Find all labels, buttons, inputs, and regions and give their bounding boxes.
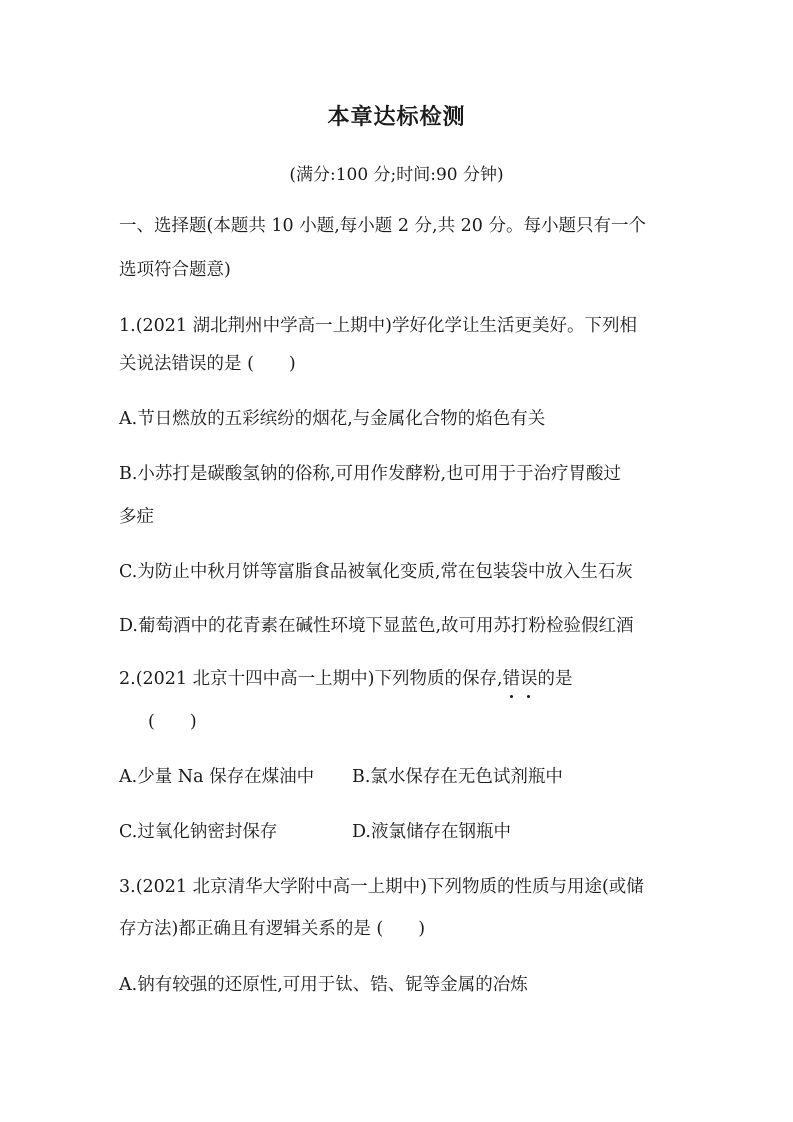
q3-option-a: A.钠有较强的还原性,可用于钛、锆、铌等金属的冶炼 [119, 975, 528, 995]
q1-stem-text: 关说法错误的是 [119, 354, 242, 374]
section-heading-line-2: 选项符合题意) [119, 260, 231, 280]
q3-stem-line-2 [119, 917, 425, 941]
q2-emphasis-char-2: 误 [520, 669, 538, 689]
q2-option-a: A.少量 Na 保存在煤油中 [119, 767, 315, 787]
page-subtitle: (满分:100 分;时间:90 分钟) [289, 165, 504, 185]
q1-stem-line-1: 1.(2021 湖北荆州中学高一上期中)学好化学让生活更美好。下列相 [119, 316, 637, 336]
q2-answer-paren: ( ) [148, 712, 197, 732]
q3-answer-paren: ( ) [376, 919, 426, 939]
q2-stem-pre: 2.(2021 北京十四中高一上期中)下列物质的保存, [119, 669, 503, 689]
q1-stem-line-2 [119, 352, 296, 376]
q1-option-d: D.葡萄酒中的花青素在碱性环境下显蓝色,故可用苏打粉检验假红酒 [119, 616, 634, 636]
q1-answer-paren: ( ) [247, 354, 296, 374]
section-heading-line-1: 一、选择题(本题共 10 小题,每小题 2 分,共 20 分。每小题只有一个 [119, 216, 646, 236]
q2-stem-line-1 [119, 667, 573, 691]
q2-stem-post: 的是 [537, 669, 573, 689]
q3-stem-line-1: 3.(2021 北京清华大学附中高一上期中)下列物质的性质与用途(或储 [119, 877, 644, 897]
q2-option-d: D.液氯储存在钢瓶中 [352, 822, 511, 842]
q1-option-a: A.节日燃放的五彩缤纷的烟花,与金属化合物的焰色有关 [119, 409, 546, 429]
q2-emphasis-char-1: 错 [502, 669, 521, 689]
q1-option-b-line-1: B.小苏打是碳酸氢钠的俗称,可用作发酵粉,也可用于于治疗胃酸过 [119, 464, 622, 484]
page-title: 本章达标检测 [327, 104, 466, 130]
q1-option-b-line-2: 多症 [119, 507, 154, 527]
q2-option-b: B.氯水保存在无色试剂瓶中 [352, 767, 563, 787]
q3-stem-text: 存方法)都正确且有逻辑关系的是 [119, 919, 371, 939]
q1-option-c: C.为防止中秋月饼等富脂食品被氧化变质,常在包装袋中放入生石灰 [119, 562, 633, 582]
q2-option-c: C.过氧化钠密封保存 [119, 822, 278, 842]
